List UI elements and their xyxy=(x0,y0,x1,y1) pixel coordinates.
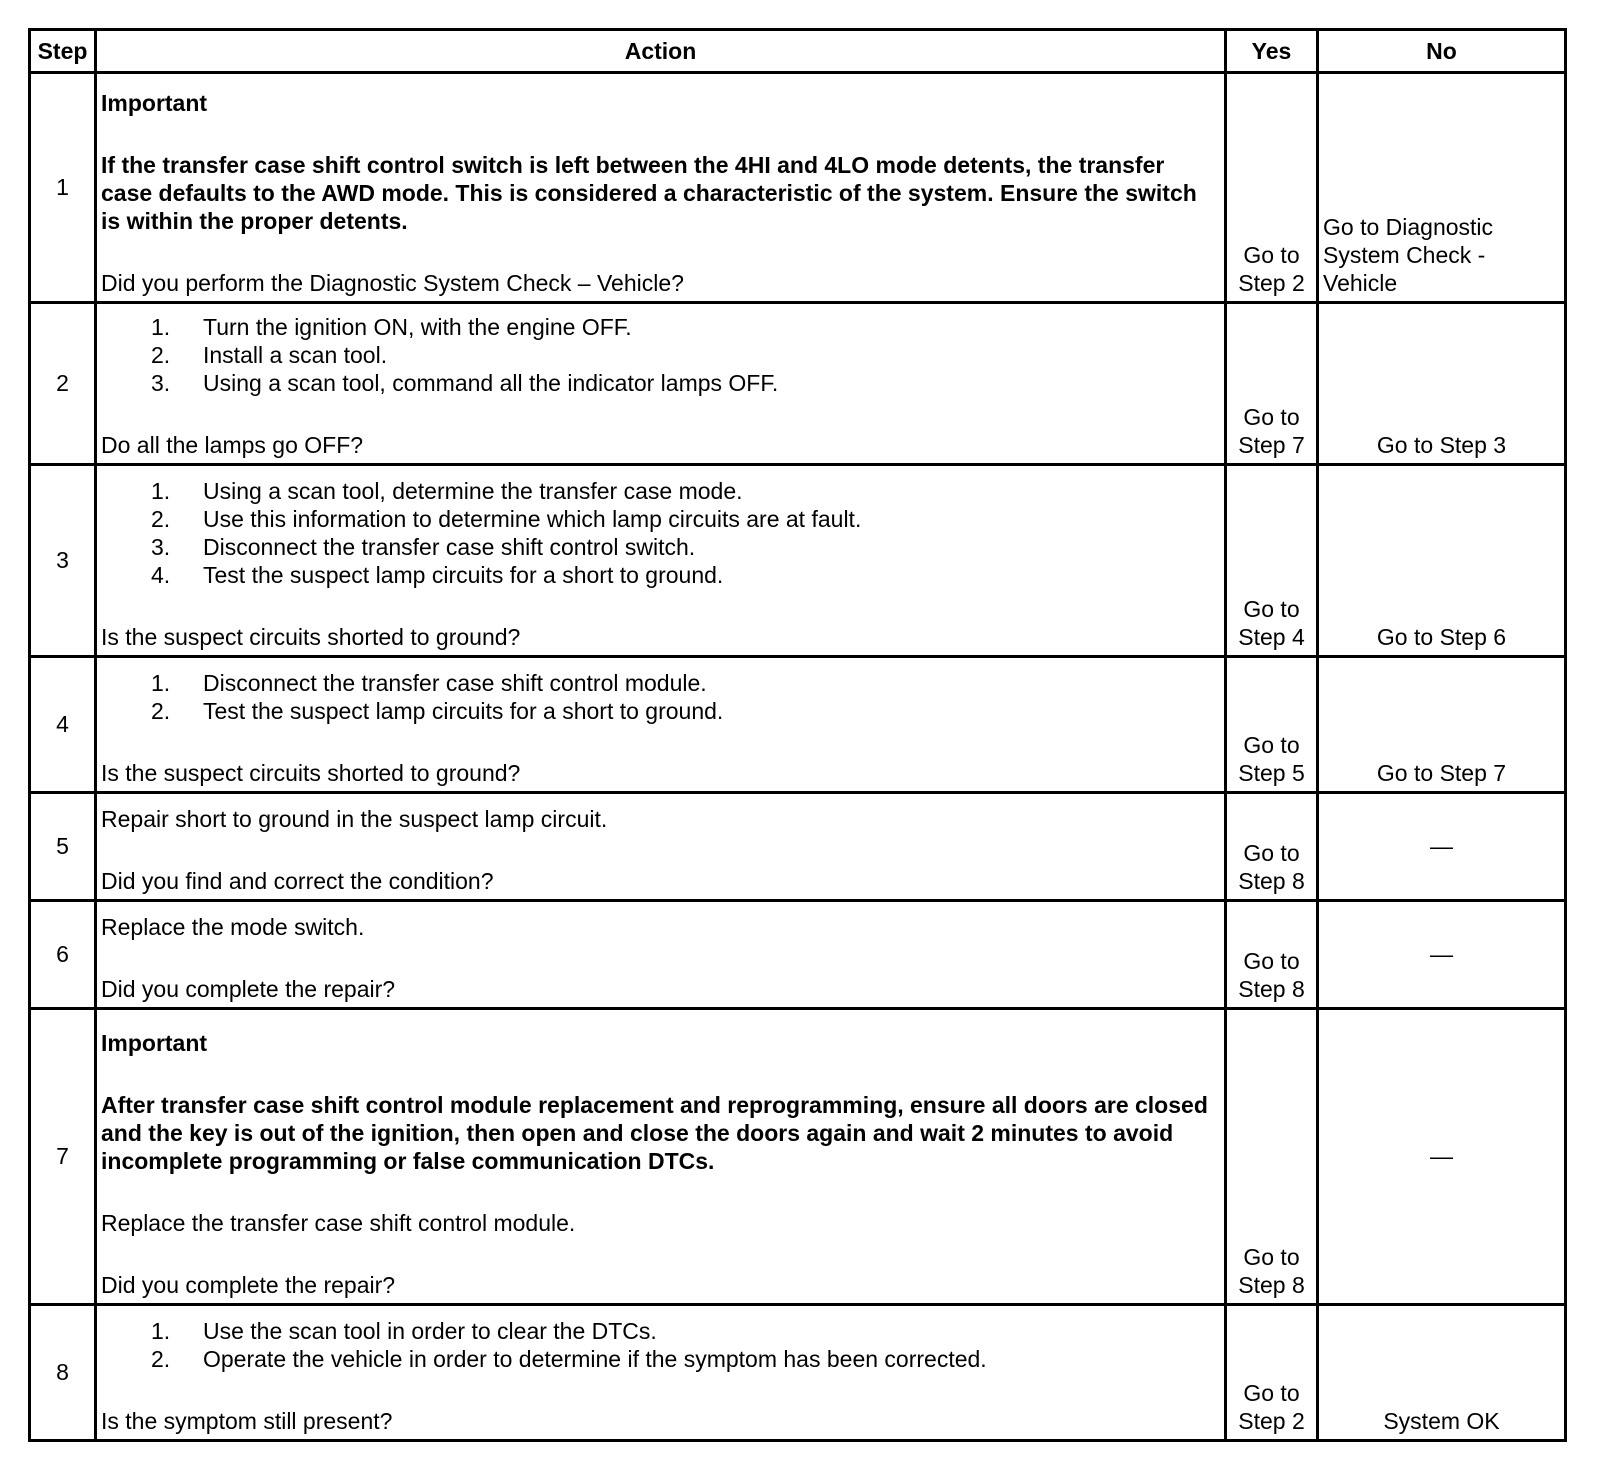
step-number: 3 xyxy=(30,465,96,657)
yes-result: Go to Step 8 xyxy=(1226,1009,1318,1305)
no-result: — xyxy=(1318,901,1566,1009)
no-result: — xyxy=(1318,793,1566,901)
instruction-list xyxy=(101,313,1220,397)
table-row xyxy=(30,793,1566,901)
table-row xyxy=(30,1009,1566,1305)
step-number: 5 xyxy=(30,793,96,901)
list-item: 3. Disconnect the transfer case shift control switch. xyxy=(151,534,696,560)
no-result: Go to Step 3 xyxy=(1318,303,1566,465)
table-row xyxy=(30,1305,1566,1441)
list-item: 1. Disconnect the transfer case shift control module. xyxy=(151,670,707,696)
header-yes: Yes xyxy=(1226,30,1318,73)
step-number: 4 xyxy=(30,657,96,793)
question: Did you complete the repair? xyxy=(101,976,396,1002)
question: Did you complete the repair? xyxy=(101,1272,396,1298)
list-item: 2. Operate the vehicle in order to determine if the symptom has been corrected. xyxy=(151,1346,987,1372)
action-cell xyxy=(96,1305,1226,1441)
no-result: Go to Step 7 xyxy=(1318,657,1566,793)
action-cell xyxy=(96,1009,1226,1305)
question: Is the suspect circuits shorted to ground? xyxy=(101,760,521,786)
header-step: Step xyxy=(30,30,96,73)
list-item: 1. Use the scan tool in order to clear the DTCs. xyxy=(151,1318,657,1344)
yes-result: Go to Step 4 xyxy=(1226,465,1318,657)
yes-result: Go to Step 5 xyxy=(1226,657,1318,793)
step-number: 1 xyxy=(30,73,96,303)
important-text: After transfer case shift control module replacement and reprogramming, ensure all doors are closed and the key is out of the ignition, then open and close the doors again and wait 2 minutes to avoid incomplete programming or false communication DTCs. xyxy=(101,1092,1208,1174)
question: Do all the lamps go OFF? xyxy=(101,432,364,458)
question: Is the suspect circuits shorted to ground? xyxy=(101,624,521,650)
list-item: 1. Turn the ignition ON, with the engine OFF. xyxy=(151,314,632,340)
table-row xyxy=(30,73,1566,303)
no-result: System OK xyxy=(1318,1305,1566,1441)
step-number: 8 xyxy=(30,1305,96,1441)
question: Is the symptom still present? xyxy=(101,1408,393,1434)
list-item: 4. Test the suspect lamp circuits for a short to ground. xyxy=(151,562,724,588)
question: Did you find and correct the condition? xyxy=(101,868,494,894)
action-cell xyxy=(96,303,1226,465)
action-cell xyxy=(96,73,1226,303)
yes-result: Go to Step 8 xyxy=(1226,901,1318,1009)
header-action: Action xyxy=(96,30,1226,73)
yes-result: Go to Step 2 xyxy=(1226,1305,1318,1441)
no-result: Go to Step 6 xyxy=(1318,465,1566,657)
action-cell xyxy=(96,657,1226,793)
instruction-list xyxy=(101,669,1220,725)
table-row xyxy=(30,657,1566,793)
action-cell xyxy=(96,793,1226,901)
instruction: Replace the mode switch. xyxy=(101,914,365,940)
action-cell xyxy=(96,465,1226,657)
list-item: 2. Use this information to determine which lamp circuits are at fault. xyxy=(151,506,862,532)
instruction-list xyxy=(101,477,1220,589)
instruction: Replace the transfer case shift control module. xyxy=(101,1210,576,1236)
instruction: Repair short to ground in the suspect lamp circuit. xyxy=(101,806,608,832)
table-row xyxy=(30,303,1566,465)
step-number: 6 xyxy=(30,901,96,1009)
list-item: 2. Install a scan tool. xyxy=(151,342,388,368)
header-no: No xyxy=(1318,30,1566,73)
table-row xyxy=(30,465,1566,657)
list-item: 3. Using a scan tool, command all the indicator lamps OFF. xyxy=(151,370,779,396)
no-result: Go to Diagnostic System Check - Vehicle xyxy=(1318,73,1566,303)
yes-result: Go to Step 2 xyxy=(1226,73,1318,303)
action-cell xyxy=(96,901,1226,1009)
yes-result: Go to Step 8 xyxy=(1226,793,1318,901)
important-title: Important xyxy=(101,90,208,116)
diagnostic-table-container xyxy=(28,28,1564,1442)
instruction-list xyxy=(101,1317,1220,1373)
no-result: — xyxy=(1318,1009,1566,1305)
important-text: If the transfer case shift control switch is left between the 4HI and 4LO mode detents, the transfer case defaults to the AWD mode. This is considered a characteristic of the system. Ensure the switch is within the proper detents. xyxy=(101,152,1197,234)
header-row xyxy=(30,30,1566,73)
table-row xyxy=(30,901,1566,1009)
step-number: 2 xyxy=(30,303,96,465)
question: Did you perform the Diagnostic System Check – Vehicle? xyxy=(101,270,684,296)
list-item: 1. Using a scan tool, determine the transfer case mode. xyxy=(151,478,743,504)
list-item: 2. Test the suspect lamp circuits for a short to ground. xyxy=(151,698,724,724)
step-number: 7 xyxy=(30,1009,96,1305)
diagnostic-table xyxy=(28,28,1567,1442)
important-title: Important xyxy=(101,1030,208,1056)
yes-result: Go to Step 7 xyxy=(1226,303,1318,465)
